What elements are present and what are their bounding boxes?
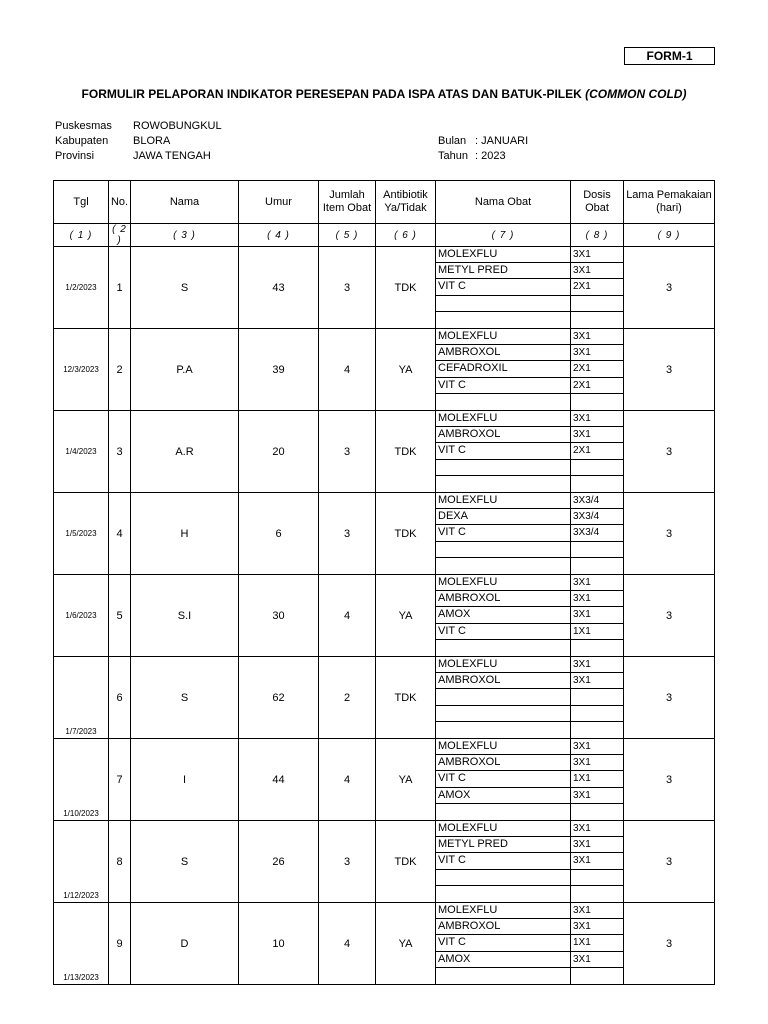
dosis-cell <box>571 329 624 411</box>
dosis-cell-line: 2X1 <box>571 443 623 459</box>
dosis-cell-line: 3X1 <box>571 411 623 427</box>
lama-cell: 3 <box>624 575 715 657</box>
nama-cell: A.R <box>131 411 239 493</box>
jumlah-cell: 3 <box>319 821 376 903</box>
dosis-cell-line: 3X3/4 <box>571 493 623 509</box>
nama-obat-cell-line: VIT C <box>436 378 570 394</box>
dosis-cell <box>571 821 624 903</box>
dosis-cell-line <box>571 296 623 312</box>
column-index: ( 8 ) <box>571 224 624 247</box>
dosis-cell-line: 3X1 <box>571 329 623 345</box>
meta-left <box>55 119 222 164</box>
nama-obat-cell-line: MOLEXFLU <box>436 575 570 591</box>
nama-obat-cell-line: VIT C <box>436 935 570 951</box>
table-row <box>54 903 715 985</box>
title-italic: (COMMON COLD) <box>585 87 687 101</box>
nama-obat-cell-line: AMBROXOL <box>436 919 570 935</box>
umur-cell: 44 <box>239 739 319 821</box>
lama-cell: 3 <box>624 903 715 985</box>
column-header: Lama Pemakaian (hari) <box>624 181 715 224</box>
tgl-cell: 1/13/2023 <box>54 903 109 985</box>
nama-obat-cell-line: AMBROXOL <box>436 591 570 607</box>
no-cell: 9 <box>109 903 131 985</box>
dosis-cell-line: 3X1 <box>571 673 623 689</box>
column-index: ( 5 ) <box>319 224 376 247</box>
no-cell: 3 <box>109 411 131 493</box>
column-header: Nama Obat <box>436 181 571 224</box>
dosis-cell-line: 3X1 <box>571 952 623 968</box>
nama-obat-cell <box>436 657 571 739</box>
nama-obat-cell <box>436 739 571 821</box>
nama-obat-cell-line: DEXA <box>436 509 570 525</box>
nama-obat-cell <box>436 821 571 903</box>
dosis-cell-line <box>571 804 623 820</box>
umur-cell: 39 <box>239 329 319 411</box>
column-header: Nama <box>131 181 239 224</box>
column-header: Jumlah Item Obat <box>319 181 376 224</box>
dosis-cell-line: 3X1 <box>571 657 623 673</box>
table-row <box>54 329 715 411</box>
nama-obat-cell-line <box>436 476 570 492</box>
dosis-cell-line <box>571 476 623 492</box>
column-index: ( 1 ) <box>54 224 109 247</box>
antibiotik-cell: TDK <box>376 493 436 575</box>
nama-cell: S <box>131 821 239 903</box>
dosis-cell <box>571 739 624 821</box>
table-row <box>54 575 715 657</box>
dosis-cell-line: 3X1 <box>571 755 623 771</box>
no-cell: 6 <box>109 657 131 739</box>
dosis-cell-line: 3X1 <box>571 919 623 935</box>
dosis-cell-line: 3X3/4 <box>571 525 623 541</box>
antibiotik-cell: TDK <box>376 821 436 903</box>
dosis-cell-line: 2X1 <box>571 279 623 295</box>
nama-obat-cell <box>436 903 571 985</box>
tahun-label: Tahun <box>438 150 468 162</box>
antibiotik-cell: TDK <box>376 247 436 329</box>
antibiotik-cell: TDK <box>376 411 436 493</box>
jumlah-cell: 4 <box>319 329 376 411</box>
nama-obat-cell <box>436 247 571 329</box>
bulan-label: Bulan <box>438 135 467 147</box>
no-cell: 4 <box>109 493 131 575</box>
dosis-cell-line <box>571 722 623 738</box>
nama-obat-cell-line: MOLEXFLU <box>436 739 570 755</box>
nama-obat-cell-line: VIT C <box>436 525 570 541</box>
lama-cell: 3 <box>624 247 715 329</box>
dosis-cell-line <box>571 968 623 984</box>
nama-obat-cell-line: AMOX <box>436 607 570 623</box>
umur-cell: 30 <box>239 575 319 657</box>
column-index-row <box>54 224 715 247</box>
nama-obat-cell-line <box>436 640 570 656</box>
nama-obat-cell-line <box>436 296 570 312</box>
lama-cell: 3 <box>624 657 715 739</box>
dosis-cell <box>571 903 624 985</box>
table-row <box>54 739 715 821</box>
nama-cell: S.I <box>131 575 239 657</box>
tgl-cell: 1/12/2023 <box>54 821 109 903</box>
column-header: No. <box>109 181 131 224</box>
meta-right <box>438 134 528 164</box>
tgl-cell: 1/4/2023 <box>54 411 109 493</box>
dosis-cell-line <box>571 640 623 656</box>
dosis-cell-line: 3X1 <box>571 345 623 361</box>
dosis-cell-line: 3X1 <box>571 903 623 919</box>
antibiotik-cell: YA <box>376 575 436 657</box>
lama-cell: 3 <box>624 411 715 493</box>
nama-obat-cell <box>436 493 571 575</box>
umur-cell: 62 <box>239 657 319 739</box>
tgl-cell: 12/3/2023 <box>54 329 109 411</box>
umur-cell: 26 <box>239 821 319 903</box>
column-header: Dosis Obat <box>571 181 624 224</box>
jumlah-cell: 3 <box>319 493 376 575</box>
nama-cell: D <box>131 903 239 985</box>
nama-obat-cell <box>436 575 571 657</box>
dosis-cell-line: 3X1 <box>571 821 623 837</box>
lama-cell: 3 <box>624 739 715 821</box>
nama-obat-cell-line: MOLEXFLU <box>436 821 570 837</box>
provinsi-value: JAWA TENGAH <box>133 150 211 162</box>
nama-obat-cell-line: VIT C <box>436 279 570 295</box>
nama-obat-cell-line <box>436 394 570 410</box>
table-row <box>54 657 715 739</box>
nama-obat-cell-line <box>436 312 570 328</box>
nama-obat-cell-line <box>436 804 570 820</box>
dosis-cell-line: 3X1 <box>571 837 623 853</box>
antibiotik-cell: TDK <box>376 657 436 739</box>
jumlah-cell: 4 <box>319 903 376 985</box>
dosis-cell <box>571 493 624 575</box>
dosis-cell <box>571 247 624 329</box>
nama-obat-cell <box>436 329 571 411</box>
dosis-cell-line: 3X1 <box>571 247 623 263</box>
nama-obat-cell-line: VIT C <box>436 443 570 459</box>
jumlah-cell: 4 <box>319 575 376 657</box>
nama-cell: H <box>131 493 239 575</box>
no-cell: 2 <box>109 329 131 411</box>
report-table <box>53 180 715 985</box>
no-cell: 5 <box>109 575 131 657</box>
column-index: ( 4 ) <box>239 224 319 247</box>
nama-obat-cell-line: AMOX <box>436 952 570 968</box>
nama-obat-cell-line: MOLEXFLU <box>436 329 570 345</box>
kabupaten-value: BLORA <box>133 135 171 147</box>
jumlah-cell: 3 <box>319 247 376 329</box>
nama-obat-cell-line <box>436 886 570 902</box>
table-row <box>54 493 715 575</box>
dosis-cell-line: 3X1 <box>571 263 623 279</box>
dosis-cell <box>571 575 624 657</box>
nama-obat-cell-line <box>436 706 570 722</box>
table-row <box>54 821 715 903</box>
column-header: Antibiotik Ya/Tidak <box>376 181 436 224</box>
column-index: ( 2 ) <box>109 224 131 247</box>
column-index: ( 9 ) <box>624 224 715 247</box>
umur-cell: 43 <box>239 247 319 329</box>
nama-obat-cell-line: VIT C <box>436 771 570 787</box>
dosis-cell-line: 3X1 <box>571 427 623 443</box>
dosis-cell-line: 2X1 <box>571 378 623 394</box>
provinsi-label: Provinsi <box>55 150 95 162</box>
dosis-cell-line: 3X1 <box>571 853 623 869</box>
dosis-cell <box>571 411 624 493</box>
tgl-cell: 1/6/2023 <box>54 575 109 657</box>
antibiotik-cell: YA <box>376 903 436 985</box>
table-body <box>54 247 715 985</box>
umur-cell: 10 <box>239 903 319 985</box>
no-cell: 8 <box>109 821 131 903</box>
dosis-cell-line: 1X1 <box>571 624 623 640</box>
table-row <box>54 247 715 329</box>
dosis-cell-line: 1X1 <box>571 935 623 951</box>
umur-cell: 6 <box>239 493 319 575</box>
puskesmas-value: ROWOBUNGKUL <box>133 120 222 132</box>
dosis-cell-line: 3X1 <box>571 739 623 755</box>
nama-obat-cell-line: CEFADROXIL <box>436 361 570 377</box>
lama-cell: 3 <box>624 821 715 903</box>
antibiotik-cell: YA <box>376 329 436 411</box>
nama-obat-cell-line: AMBROXOL <box>436 673 570 689</box>
nama-obat-cell-line <box>436 558 570 574</box>
column-index: ( 6 ) <box>376 224 436 247</box>
dosis-cell-line: 2X1 <box>571 361 623 377</box>
nama-obat-cell-line: AMBROXOL <box>436 427 570 443</box>
nama-obat-cell <box>436 411 571 493</box>
dosis-cell-line <box>571 542 623 558</box>
dosis-cell-line: 3X1 <box>571 575 623 591</box>
header-row <box>54 181 715 224</box>
lama-cell: 3 <box>624 493 715 575</box>
no-cell: 7 <box>109 739 131 821</box>
umur-cell: 20 <box>239 411 319 493</box>
nama-obat-cell-line: VIT C <box>436 624 570 640</box>
column-index: ( 7 ) <box>436 224 571 247</box>
nama-obat-cell-line: MOLEXFLU <box>436 411 570 427</box>
bulan-value: : JANUARI <box>475 135 529 147</box>
nama-obat-cell-line: AMOX <box>436 788 570 804</box>
dosis-cell-line <box>571 394 623 410</box>
column-header: Umur <box>239 181 319 224</box>
tgl-cell: 1/7/2023 <box>54 657 109 739</box>
dosis-cell-line <box>571 886 623 902</box>
nama-cell: S <box>131 247 239 329</box>
column-index: ( 3 ) <box>131 224 239 247</box>
dosis-cell-line: 3X3/4 <box>571 509 623 525</box>
dosis-cell-line: 3X1 <box>571 607 623 623</box>
tahun-value: : 2023 <box>475 150 506 162</box>
nama-cell: P.A <box>131 329 239 411</box>
dosis-cell-line: 3X1 <box>571 788 623 804</box>
nama-obat-cell-line <box>436 542 570 558</box>
page-title <box>0 87 768 101</box>
nama-obat-cell-line: MOLEXFLU <box>436 247 570 263</box>
tgl-cell: 1/2/2023 <box>54 247 109 329</box>
nama-obat-cell-line: AMBROXOL <box>436 345 570 361</box>
dosis-cell-line <box>571 870 623 886</box>
nama-obat-cell-line: MOLEXFLU <box>436 903 570 919</box>
nama-cell: I <box>131 739 239 821</box>
jumlah-cell: 3 <box>319 411 376 493</box>
lama-cell: 3 <box>624 329 715 411</box>
dosis-cell-line <box>571 706 623 722</box>
nama-obat-cell-line: AMBROXOL <box>436 755 570 771</box>
table-row <box>54 411 715 493</box>
dosis-cell-line <box>571 312 623 328</box>
title-main: FORMULIR PELAPORAN INDIKATOR PERESEPAN PADA ISPA ATAS DAN BATUK-PILEK <box>81 87 582 101</box>
dosis-cell-line <box>571 558 623 574</box>
jumlah-cell: 2 <box>319 657 376 739</box>
dosis-cell-line: 3X1 <box>571 591 623 607</box>
nama-obat-cell-line <box>436 870 570 886</box>
dosis-cell <box>571 657 624 739</box>
dosis-cell-line: 1X1 <box>571 771 623 787</box>
nama-obat-cell-line <box>436 968 570 984</box>
tgl-cell: 1/10/2023 <box>54 739 109 821</box>
antibiotik-cell: YA <box>376 739 436 821</box>
form-number-label: FORM-1 <box>624 47 715 65</box>
no-cell: 1 <box>109 247 131 329</box>
nama-obat-cell-line: MOLEXFLU <box>436 493 570 509</box>
nama-obat-cell-line: METYL PRED <box>436 263 570 279</box>
column-header: Tgl <box>54 181 109 224</box>
nama-obat-cell-line <box>436 460 570 476</box>
puskesmas-label: Puskesmas <box>55 120 112 132</box>
nama-obat-cell-line <box>436 722 570 738</box>
nama-obat-cell-line: VIT C <box>436 853 570 869</box>
dosis-cell-line <box>571 460 623 476</box>
nama-cell: S <box>131 657 239 739</box>
tgl-cell: 1/5/2023 <box>54 493 109 575</box>
nama-obat-cell-line: MOLEXFLU <box>436 657 570 673</box>
nama-obat-cell-line: METYL PRED <box>436 837 570 853</box>
nama-obat-cell-line <box>436 689 570 705</box>
kabupaten-label: Kabupaten <box>55 135 109 147</box>
jumlah-cell: 4 <box>319 739 376 821</box>
dosis-cell-line <box>571 689 623 705</box>
